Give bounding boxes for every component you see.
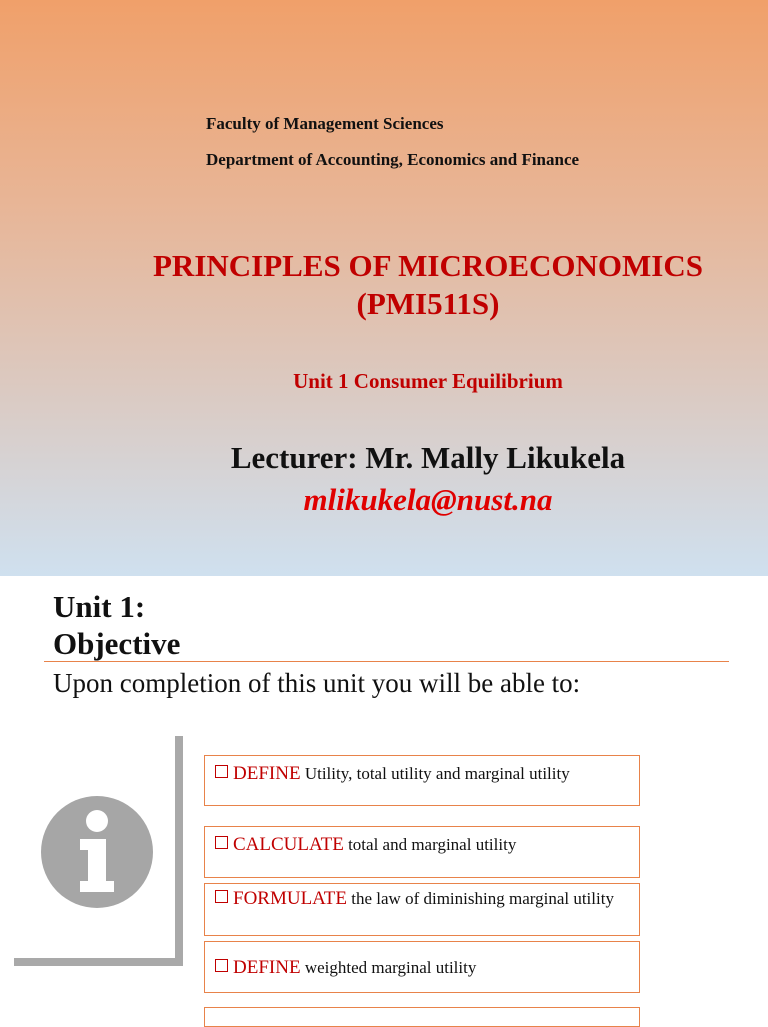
slide-title-line2: Objective bbox=[53, 626, 181, 661]
slide-title-line1: Unit 1: bbox=[53, 589, 146, 624]
info-frame-vertical bbox=[175, 736, 183, 966]
checkbox-bullet-icon bbox=[215, 959, 228, 972]
slide-subtitle: Upon completion of this unit you will be able to: bbox=[53, 668, 581, 698]
objective-item-1 bbox=[204, 755, 640, 806]
checkbox-bullet-icon bbox=[215, 836, 228, 849]
lecturer-email[interactable]: mlikukela@nust.na bbox=[303, 482, 553, 517]
info-icon bbox=[40, 795, 154, 909]
faculty-name: Faculty of Management Sciences bbox=[206, 114, 444, 133]
objective-item-2 bbox=[204, 826, 640, 878]
lecturer-name: Lecturer: Mr. Mally Likukela bbox=[230, 440, 626, 475]
objective-text: the law of diminishing marginal utility bbox=[347, 889, 614, 908]
objective-text: weighted marginal utility bbox=[300, 958, 477, 977]
objective-verb: DEFINE bbox=[233, 763, 301, 784]
objective-verb: DEFINE bbox=[233, 957, 301, 978]
objective-verb: CALCULATE bbox=[233, 834, 344, 855]
title-divider bbox=[44, 661, 729, 662]
objectives-slide bbox=[0, 576, 768, 1024]
checkbox-bullet-icon bbox=[215, 765, 228, 778]
department-name: Department of Accounting, Economics and Finance bbox=[206, 150, 580, 169]
unit-title: Unit 1 Consumer Equilibrium bbox=[293, 369, 563, 393]
course-code: (PMI511S) bbox=[356, 286, 500, 321]
course-title bbox=[100, 247, 756, 323]
objective-verb: FORMULATE bbox=[233, 888, 348, 909]
slide-title bbox=[53, 588, 180, 662]
objective-text: total and marginal utility bbox=[343, 835, 517, 854]
info-frame-horizontal bbox=[14, 958, 183, 966]
course-title-line1: PRINCIPLES OF MICROECONOMICS bbox=[153, 248, 703, 283]
objective-text: Utility, total utility and marginal utility bbox=[300, 764, 570, 783]
objective-item-4 bbox=[204, 941, 640, 993]
objective-item-3 bbox=[204, 883, 640, 936]
objective-item-5 bbox=[204, 1007, 640, 1027]
checkbox-bullet-icon bbox=[215, 890, 228, 903]
